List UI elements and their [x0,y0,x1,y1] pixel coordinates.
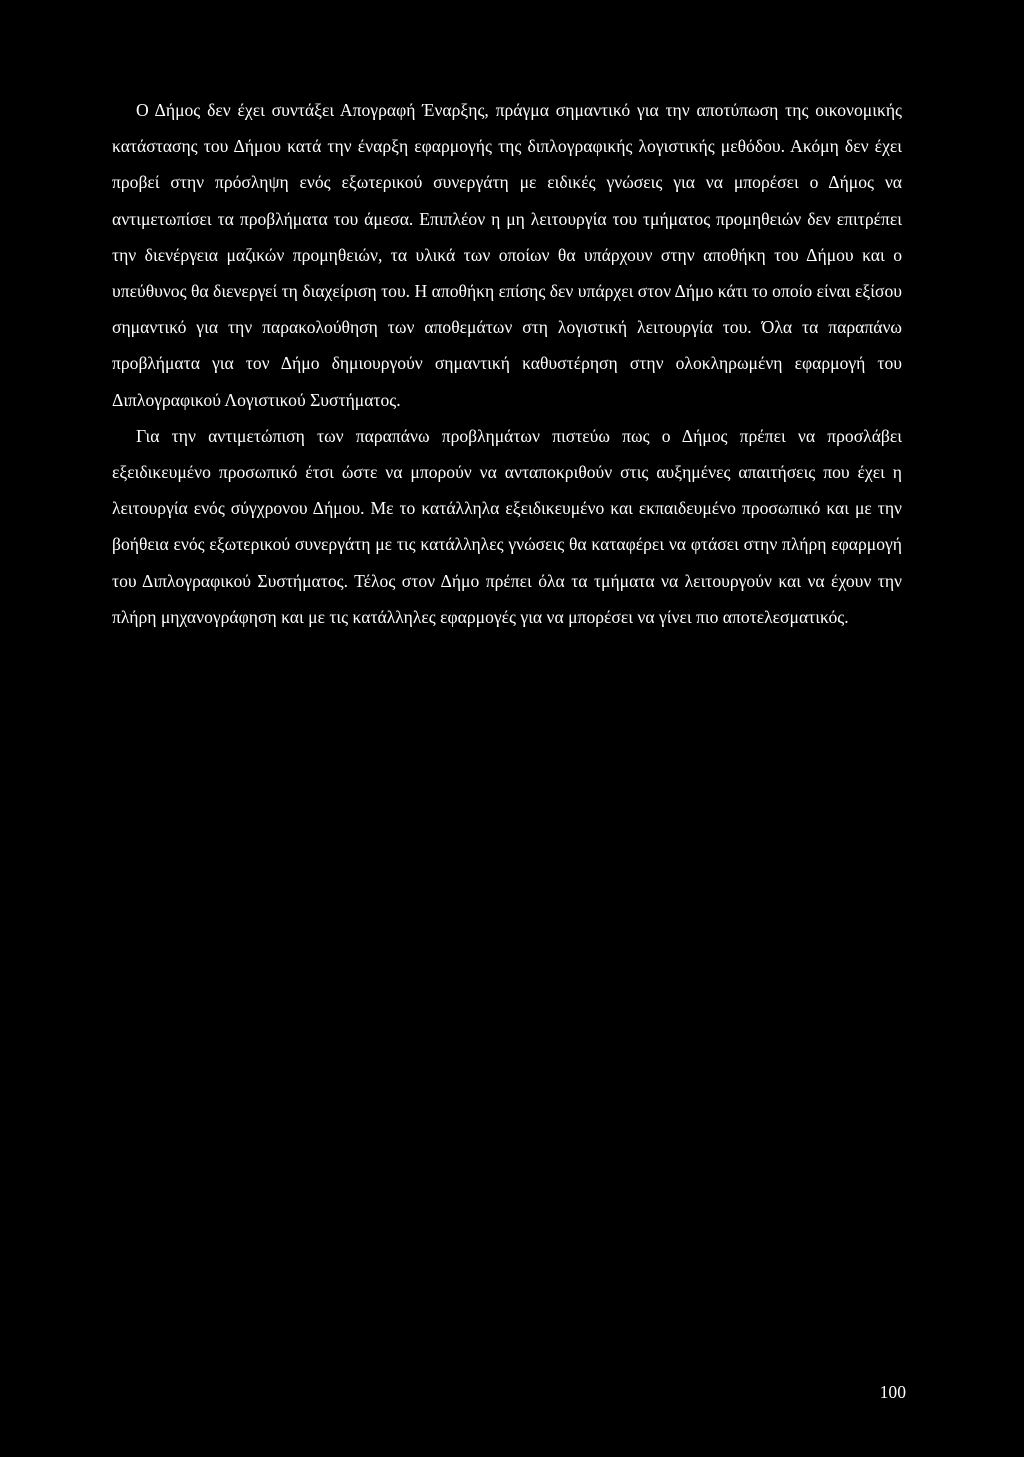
paragraph-1-lead: Ο Δήμος δεν έχει συντάξει Απογραφή Έναρξης, πράγμα σημαντικό για την αποτύπωση της οικονομικής κατάστασης του Δήμου κατά την έναρξη εφαρμογής της διπλογραφικής λογιστικής μεθόδου. Ακόμη δεν έχει προβεί στην πρόσληψη ενός εξωτερικού συνεργάτη με ειδικές γνώσεις για να μπορέσει ο Δήμος να αντιμετωπίσει τα προβλήματα του άμεσα. [112,100,902,229]
paragraph-1 [112,92,902,418]
paragraph-2: Για την αντιμετώπιση των παραπάνω προβλημάτων πιστεύω πως ο Δήμος πρέπει να προσλάβει εξειδικευμένο προσωπικό έτσι ώστε να μπορούν να ανταποκριθούν στις αυξημένες απαιτήσεις που έχει η λειτουργία ενός σύγχρονου Δήμου. Με το κατάλληλα εξειδικευμένο και εκπαιδευμένο προσωπικό και με την βοήθεια ενός εξωτερικού συνεργάτη με τις κατάλληλες γνώσεις θα καταφέρει να φτάσει στην πλήρη εφαρμογή του Διπλογραφικού Συστήματος. Τέλος στον Δήμο πρέπει όλα τα τμήματα να λειτουργούν και να έχουν την πλήρη μηχανογράφηση και με τις κατάλληλες εφαρμογές για να μπορέσει να γίνει πιο αποτελεσματικός. [112,425,902,627]
paragraph-1-body: Επιπλέον η μη λειτουργία του τμήματος προμηθειών δεν επιτρέπει την διενέργεια μαζικών προμηθειών, τα υλικά των οποίων θα υπάρχουν στην αποθήκη του Δήμου και ο υπεύθυνος θα διενεργεί τη διαχείριση του. Η αποθήκη επίσης δεν υπάρχει στον Δήμο κάτι το οποίο είναι εξίσου σημαντικό για την παρακολούθηση των αποθεμάτων στη λογιστική λειτουργία του. Όλα τα παραπάνω προβλήματα για τον Δήμο δημιουργούν σημαντική καθυστέρηση στην ολοκληρωμένη εφαρμογή του Διπλογραφικού Λογιστικού Συστήματος. [112,208,903,410]
page-number: 100 [879,1382,906,1402]
body-text [112,92,902,635]
